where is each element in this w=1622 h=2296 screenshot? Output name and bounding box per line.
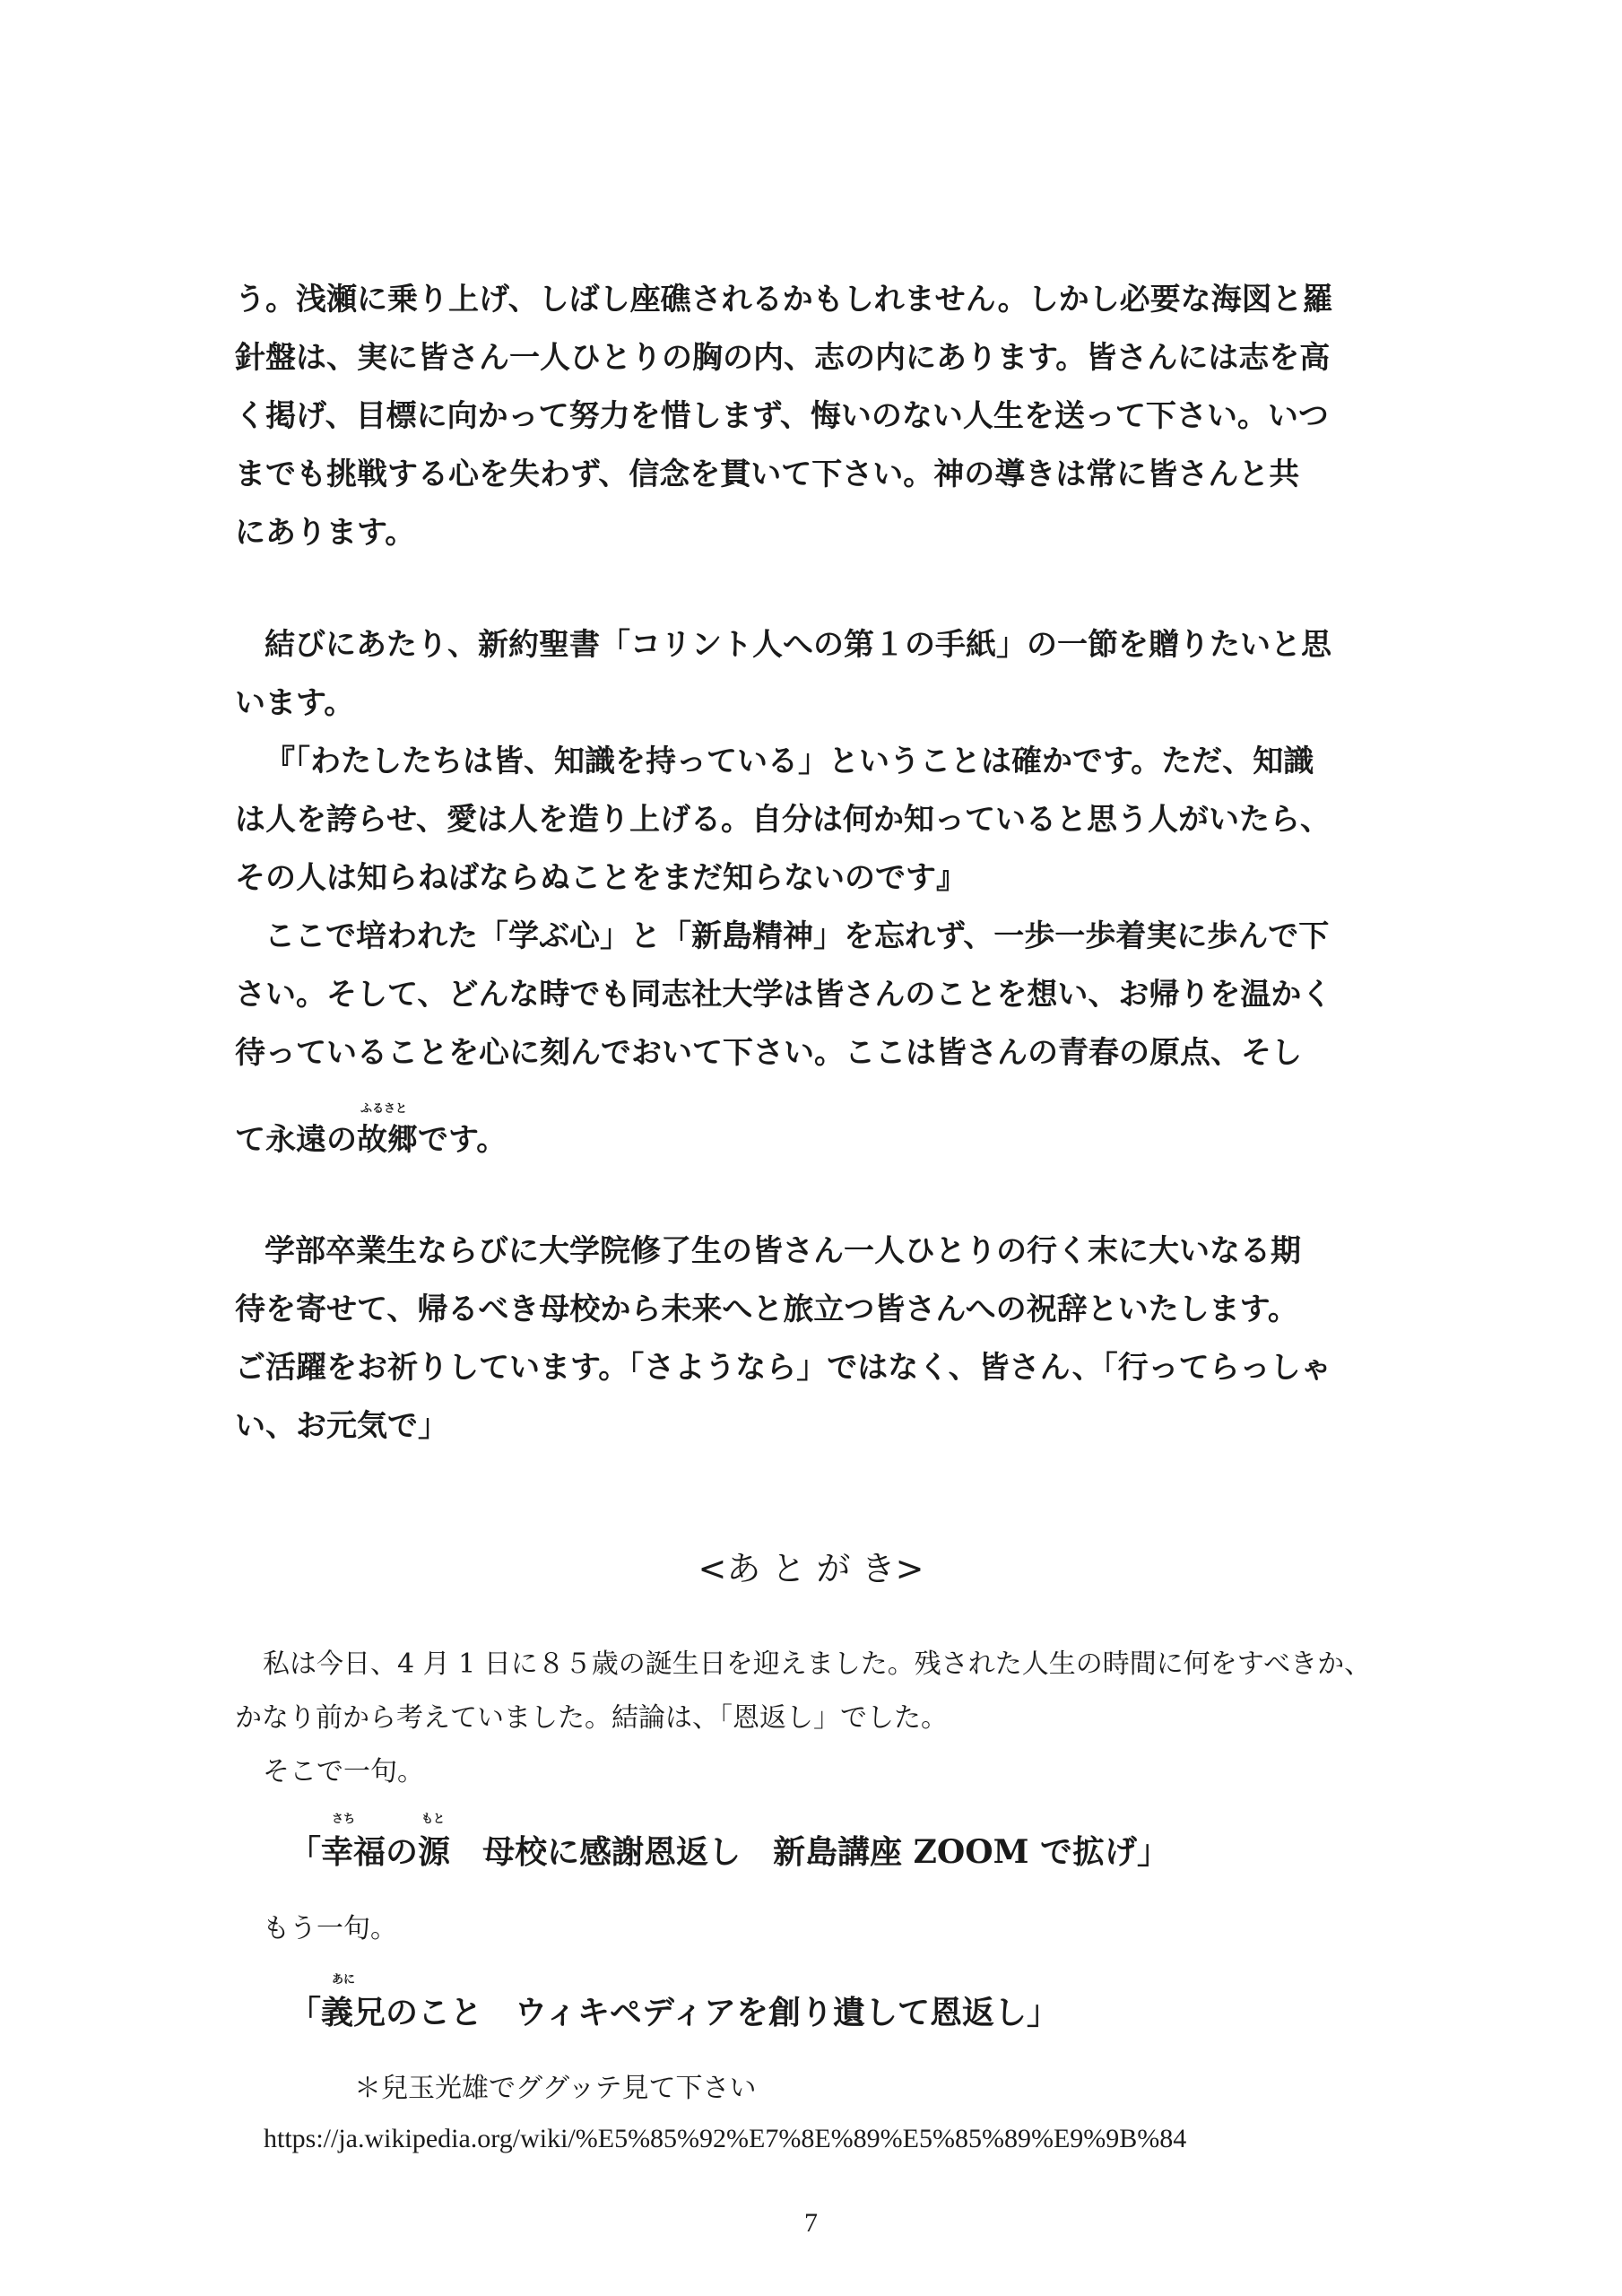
ruby-base: 幸福: [321, 1833, 386, 1871]
ruby-base: 源: [418, 1833, 451, 1871]
text-segment: の: [386, 1833, 419, 1871]
ruby-reading: もと: [421, 1813, 446, 1826]
quote-line: 『「わたしたちは皆、知識を持っている」ということは確かです。ただ、知識: [265, 744, 1314, 779]
body-text-line: 針盤は、実に皆さん一人ひとりの胸の内、志の内にあります。皆さんには志を高: [235, 340, 1331, 376]
body-text-line: 結びにあたり、新約聖書「コリント人への第１の手紙」の一節を贈りたいと思: [265, 627, 1331, 663]
text-segment: です。: [418, 1122, 507, 1158]
ruby-word: [357, 1102, 418, 1159]
afterword-text-line: もう一句。: [263, 1913, 397, 1944]
ruby-reading: さち: [332, 1813, 356, 1826]
wikipedia-link[interactable]: https://ja.wikipedia.org/wiki/%E5%85%92%E7%8E%89%E5%85%89%E9%9B%84: [264, 2124, 1187, 2153]
afterword-text-line: 私は今日、4 月 1 日に８５歳の誕生日を迎えました。残された人生の時間に何をすべきか、: [263, 1648, 1372, 1680]
ruby-reading: あに: [332, 1973, 356, 1987]
body-text-line: います。: [235, 685, 355, 721]
text-segment: のこと ウィキペディアを創り遺して恩返し」: [386, 1994, 1059, 2031]
text-segment: 母校に感謝恩返し 新島講座 ZOOM で拡げ」: [450, 1833, 1169, 1871]
afterword-heading: <あ と が き>: [698, 1549, 924, 1588]
quote-line: は人を誇らせ、愛は人を造り上げる。自分は何か知っていると思う人がいたら、: [235, 802, 1331, 838]
body-text-line: く掲げ、目標に向かって努力を惜しまず、悔いのない人生を送って下さい。いつ: [235, 398, 1329, 434]
afterword-text-line: かなり前から考えていました。結論は、「恩返し」でした。: [235, 1702, 948, 1734]
quote-line: その人は知らねばならぬことをまだ知らないのです』: [235, 860, 967, 896]
note-text: ＊兒玉光雄でググッテ見て下さい: [354, 2073, 757, 2104]
body-text-line: 学部卒業生ならびに大学院修了生の皆さん一人ひとりの行く末に大いなる期: [265, 1233, 1301, 1269]
page-number: 7: [804, 2208, 818, 2238]
body-text-line: う。浅瀬に乗り上げ、しばし座礁されるかもしれません。しかし必要な海図と羅: [235, 282, 1333, 317]
ruby-word: [321, 1973, 386, 2033]
afterword-text-line: そこで一句。: [263, 1756, 424, 1787]
body-text-line: い、お元気で」: [235, 1408, 448, 1444]
body-text-line: までも挑戦する心を失わず、信念を貫いて下さい。神の導きは常に皆さんと共: [235, 457, 1300, 492]
body-text-line: ここで培われた「学ぶ心」と「新島精神」を忘れず、一歩一歩着実に歩んで下: [265, 918, 1330, 954]
ruby-reading: ふるさと: [360, 1102, 408, 1116]
haiku-line: [289, 1813, 1169, 1873]
ruby-base: 故郷: [357, 1122, 418, 1158]
body-text-line: 待っていることを心に刻んでおいて下さい。ここは皆さんの青春の原点、そし: [235, 1035, 1302, 1071]
body-text-line: 待を寄せて、帰るべき母校から未来へと旅立つ皆さんへの祝辞といたします。: [235, 1292, 1298, 1327]
body-text-line-with-ruby: [235, 1102, 507, 1159]
ruby-word: [321, 1813, 386, 1873]
haiku-line: [289, 1973, 1059, 2033]
ruby-word: [418, 1813, 451, 1873]
body-text-line: さい。そして、どんな時でも同志社大学は皆さんのことを想い、お帰りを温かく: [235, 977, 1332, 1013]
text-segment: て永遠の: [235, 1122, 357, 1158]
ruby-base: 義兄: [321, 1994, 386, 2031]
body-text-line: にあります。: [235, 515, 416, 551]
body-text-line: ご活躍をお祈りしています。「さようなら」ではなく、皆さん、「行ってらっしゃ: [235, 1350, 1331, 1386]
bracket: 「: [289, 1833, 322, 1871]
bracket: 「: [289, 1994, 322, 2031]
